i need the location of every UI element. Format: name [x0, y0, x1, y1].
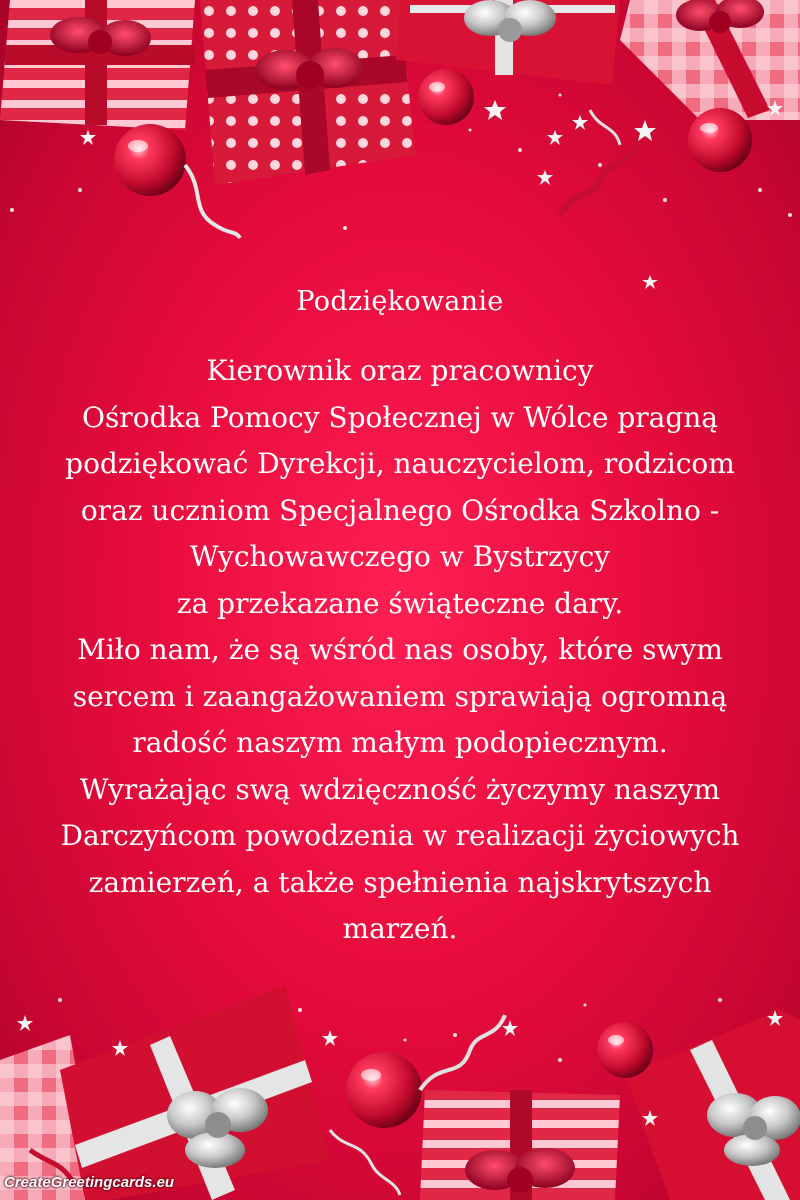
- message-body: [40, 348, 760, 953]
- message-line: oraz uczniom Specjalnego Ośrodka Szkolno -: [80, 493, 720, 527]
- greeting-message: [40, 280, 760, 953]
- message-line: Ośrodka Pomocy Społecznej w Wólce pragną: [81, 400, 718, 434]
- message-line: Darczyńcom powodzenia w realizacji życiowych: [60, 819, 740, 852]
- message-line: Miło nam, że są wśród nas osoby, które swym: [77, 633, 723, 666]
- message-line: za przekazane świąteczne dary.: [176, 586, 624, 620]
- streamer-icon: [560, 140, 640, 215]
- star-icon: [80, 100, 783, 289]
- streamer-icon: [420, 1015, 505, 1090]
- christmas-bauble-icon: [114, 124, 186, 196]
- christmas-bauble-icon: [597, 1022, 653, 1078]
- message-line: podziękować Dyrekcji, nauczycielom, rodzicom: [65, 447, 735, 480]
- message-line: Kierownik oraz pracownicy: [206, 354, 594, 387]
- message-line: zamierzeń, a także spełnienia najskrytszych: [88, 865, 712, 899]
- gift-box-icon: [200, 0, 415, 185]
- logo-text: CreateGreetingcards.eu: [4, 1174, 175, 1191]
- christmas-bauble-icon: [418, 69, 474, 125]
- christmas-bauble-icon: [688, 108, 752, 172]
- message-line: marzeń.: [342, 912, 458, 945]
- card-title: Podziękowanie: [296, 286, 504, 317]
- gift-box-icon: [0, 0, 195, 130]
- message-line: radość naszym małym podopiecznym.: [132, 726, 668, 759]
- site-logo[interactable]: [0, 1160, 200, 1200]
- message-line: Wyrażając swą wdzięczność życzymy naszym: [79, 772, 721, 806]
- streamer-icon: [590, 110, 620, 145]
- streamer-icon: [330, 1130, 400, 1195]
- christmas-bauble-icon: [346, 1052, 422, 1128]
- message-line: Wychowawczego w Bystrzycy: [189, 540, 611, 573]
- message-line: sercem i zaangażowaniem sprawiają ogromną: [72, 679, 728, 713]
